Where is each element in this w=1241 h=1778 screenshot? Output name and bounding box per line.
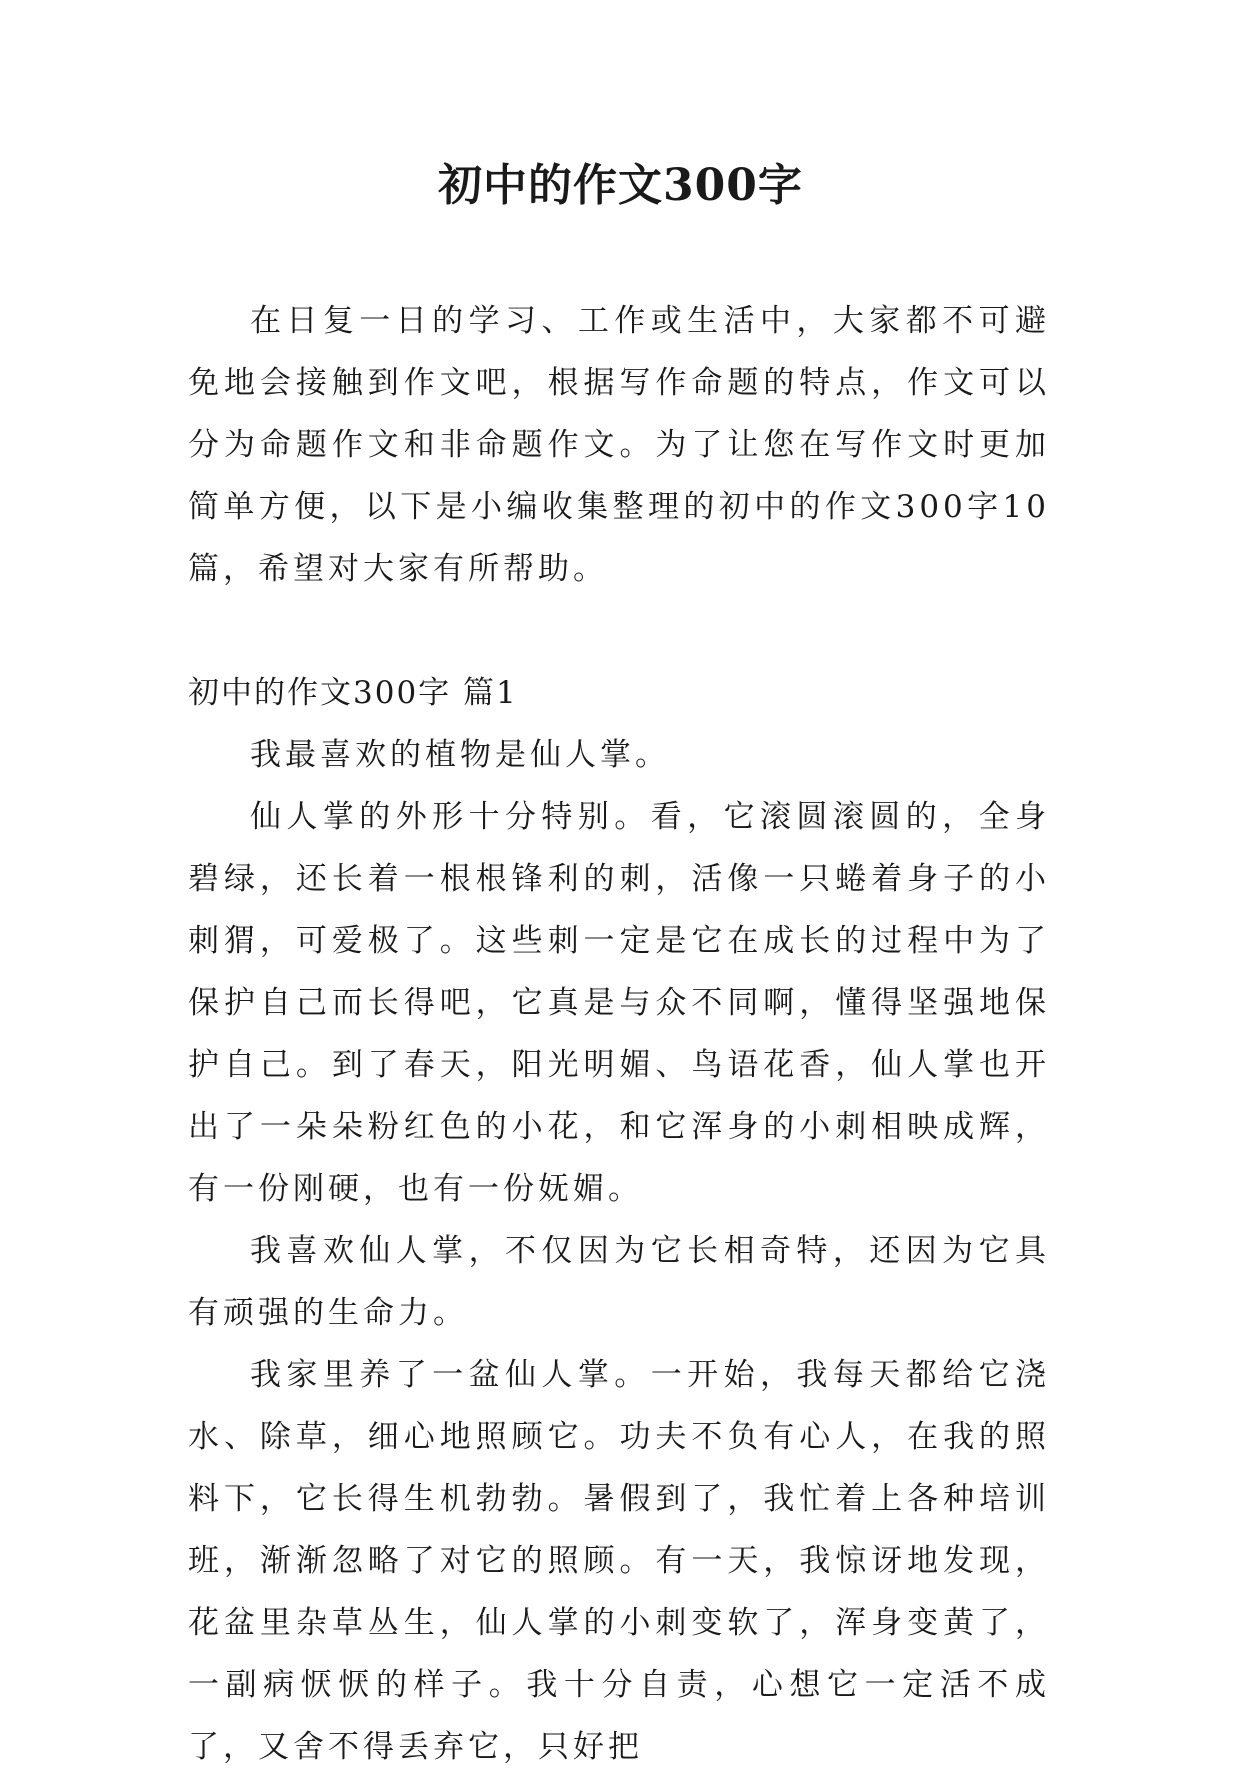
document-title: 初中的作文300字: [438, 160, 803, 211]
intro-paragraph: 在日复一日的学习、工作或生活中，大家都不可避免地会接触到作文吧，根据写作命题的特点，作文可以分为命题作文和非命题作文。为了让您在写作文时更加简单方便，以下是小编收集整理的初中的作文300字10篇，希望对大家有所帮助。: [188, 303, 1050, 587]
body-paragraph: 我家里养了一盆仙人掌。一开始，我每天都给它浇水、除草，细心地照顾它。功夫不负有心人，在我的照料下，它长得生机勃勃。暑假到了，我忙着上各种培训班，渐渐忽略了对它的照顾。有一天，我惊讶地发现，花盆里杂草丛生，仙人掌的小刺变软了，浑身变黄了，一副病恹恹的样子。我十分自责，心想它一定活不成了，又舍不得丢弃它，只好把: [188, 1357, 1050, 1765]
section-heading: 初中的作文300字 篇1: [188, 675, 518, 711]
body-paragraph: 我喜欢仙人掌，不仅因为它长相奇特，还因为它具有顽强的生命力。: [188, 1233, 1050, 1331]
body-paragraph: 我最喜欢的植物是仙人掌。: [250, 737, 670, 773]
body-paragraph: 仙人掌的外形十分特别。看，它滚圆滚圆的，全身碧绿，还长着一根根锋利的刺，活像一只蜷着身子的小刺猬，可爱极了。这些刺一定是它在成长的过程中为了保护自己而长得吧，它真是与众不同啊，懂得坚强地保护自己。到了春天，阳光明媚、鸟语花香，仙人掌也开出了一朵朵粉红色的小花，和它浑身的小刺相映成辉，有一份刚硬，也有一份妩媚。: [188, 799, 1050, 1207]
document-body: [188, 290, 1050, 1778]
